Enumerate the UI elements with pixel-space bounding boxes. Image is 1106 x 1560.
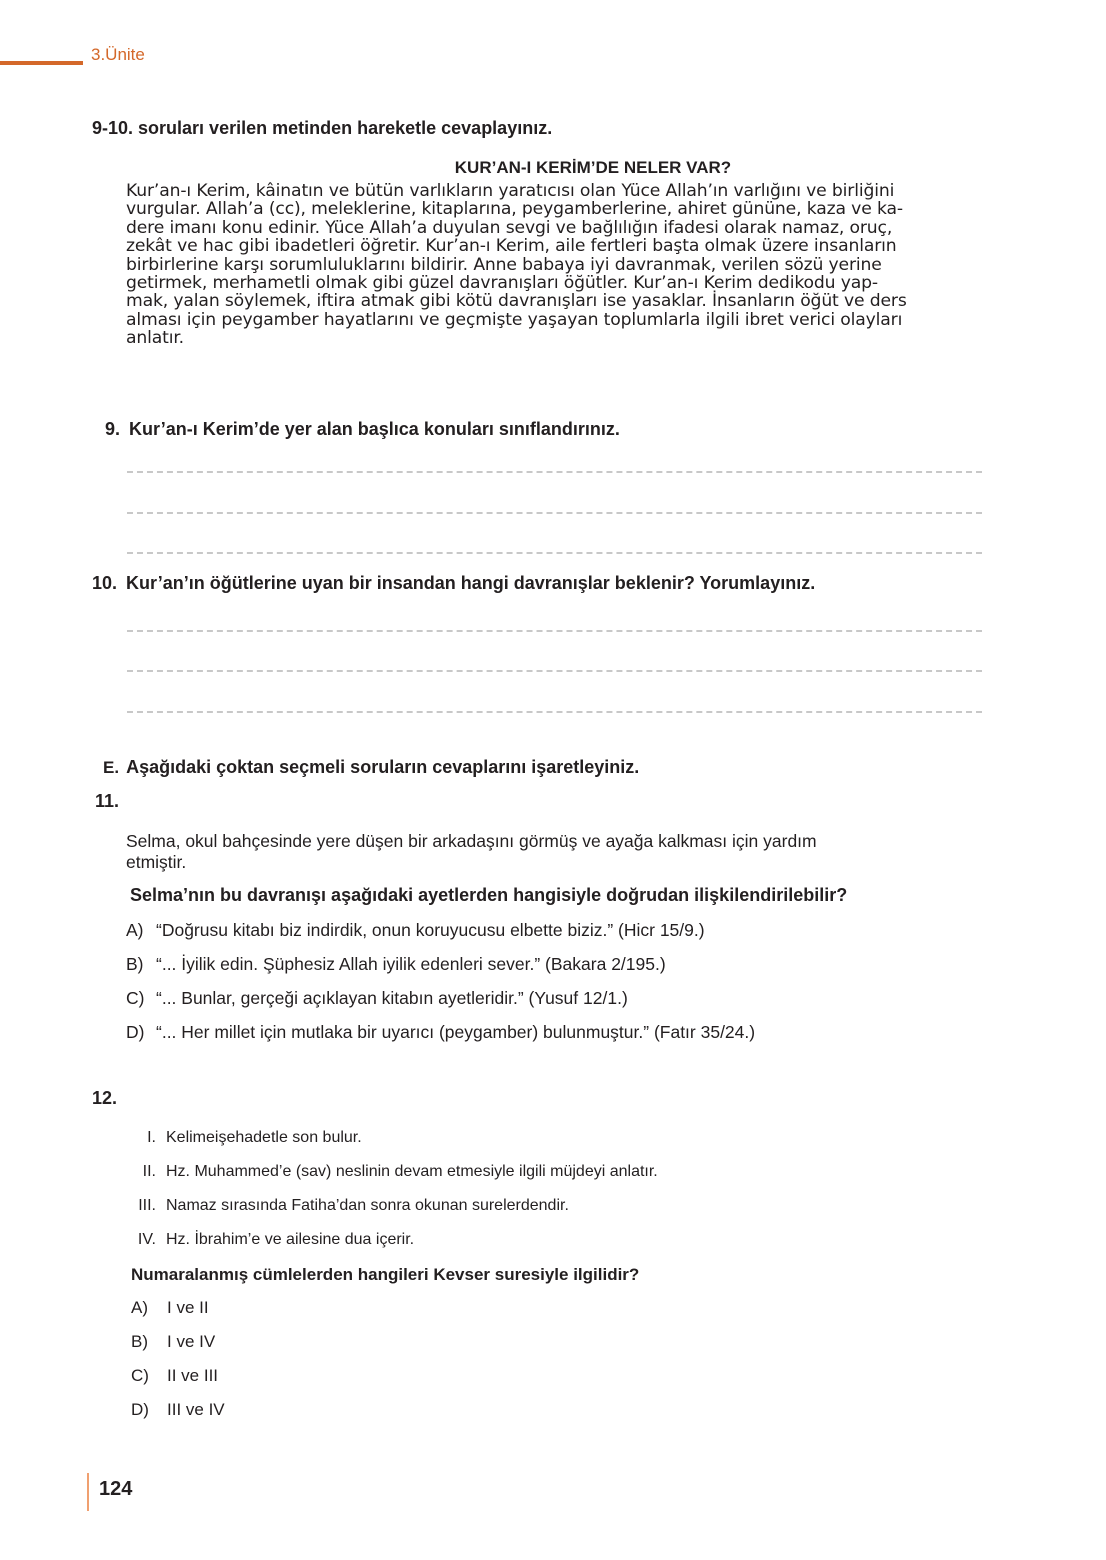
passage-line: vurgular. Allah’a (cc), meleklerine, kitaplarına, peygamberlerine, ahiret gününe, kaza ve ka- (126, 199, 903, 220)
statement-number: II. (142, 1163, 156, 1180)
option-text: “... İyilik edin. Şüphesiz Allah iyilik edenleri sever.” (Bakara 2/195.) (156, 954, 666, 974)
statement-number: I. (147, 1129, 156, 1146)
passage-line: Kur’an-ı Kerim, kâinatın ve bütün varlıkların yaratıcısı olan Yüce Allah’ın varlığını ve birliğini (126, 181, 895, 201)
option-letter: B) (126, 954, 144, 974)
option-letter: D) (131, 1400, 149, 1419)
option-letter: D) (126, 1022, 145, 1042)
passage-line: mak, yalan söylemek, iftira atmak gibi kötü davranışları ise yasaklar. İnsanların öğüt ve ders (126, 291, 907, 312)
instructions-heading: 9-10. soruları verilen metinden hareketle cevaplayınız. (92, 118, 553, 138)
question-11-scenario (126, 831, 817, 873)
statement-ii (120, 1163, 658, 1181)
question-text: Kur’an’ın öğütlerine uyan bir insandan hangi davranışlar beklenir? Yorumlayınız. (126, 573, 816, 593)
option-letter: C) (131, 1366, 149, 1385)
section-e-heading (103, 757, 639, 778)
answer-line[interactable] (127, 512, 982, 514)
question-9 (105, 419, 620, 440)
statement-text: Hz. İbrahim’e ve ailesine dua içerir. (166, 1231, 415, 1248)
answer-option-b[interactable] (131, 1332, 215, 1352)
question-12-number: 12. (92, 1088, 118, 1108)
passage-line: anlatır. (126, 328, 184, 349)
option-text: “Doğrusu kitabı biz indirdik, onun koruyucusu elbette biziz.” (Hicr 15/9.) (156, 920, 705, 940)
page-number: 124 (99, 1478, 133, 1500)
passage-line: birbirlerine karşı sorumluluklarını bildirir. Anne babaya iyi davranmak, verilen sözü yerine (126, 254, 882, 275)
statement-text: Hz. Muhammed’e (sav) neslinin devam etmesiyle ilgili müjdeyi anlatır. (166, 1163, 658, 1180)
option-letter: A) (131, 1298, 148, 1317)
statement-i (120, 1129, 362, 1147)
answer-option-c[interactable] (126, 988, 628, 1009)
answer-option-c[interactable] (131, 1366, 218, 1386)
option-letter: B) (131, 1332, 148, 1351)
section-instruction: Aşağıdaki çoktan seçmeli soruların cevaplarını işaretleyiniz. (126, 757, 640, 777)
statement-text: Namaz sırasında Fatiha’dan sonra okunan surelerdendir. (166, 1197, 569, 1214)
page-number-bar (87, 1473, 89, 1511)
question-number: 9. (105, 419, 121, 439)
answer-line[interactable] (127, 711, 982, 713)
passage-line: getirmek, merhametli olmak gibi güzel davranışları öğütler. Kur’an-ı Kerim dedikodu yap- (126, 273, 878, 294)
question-10 (92, 573, 815, 594)
scenario-line: etmiştir. (126, 852, 187, 872)
question-11-prompt: Selma’nın bu davranışı aşağıdaki ayetlerden hangisiyle doğrudan ilişkilendirilebilir? (130, 885, 848, 905)
question-11-number: 11. (95, 791, 120, 811)
unit-accent-bar (0, 61, 83, 65)
option-letter: A) (126, 920, 144, 940)
option-text: II ve III (167, 1366, 219, 1385)
option-text: I ve IV (167, 1332, 216, 1351)
statement-number: III. (138, 1197, 156, 1214)
option-text: I ve II (167, 1298, 209, 1317)
answer-option-d[interactable] (131, 1400, 225, 1420)
answer-option-b[interactable] (126, 954, 666, 975)
statement-text: Kelimeişehadetle son bulur. (166, 1129, 362, 1146)
reading-passage (126, 182, 988, 348)
answer-option-d[interactable] (126, 1022, 755, 1043)
answer-option-a[interactable] (126, 920, 705, 941)
question-number: 10. (92, 573, 118, 593)
question-12-prompt: Numaralanmış cümlelerden hangileri Kevser suresiyle ilgilidir? (131, 1265, 640, 1284)
passage-line: dere imanı konu edinir. Yüce Allah’a duyulan sevgi ve bağlılığın ifadesi olarak namaz, oruç, (126, 217, 893, 238)
passage-title: KUR’AN-I KERİM’DE NELER VAR? (454, 158, 732, 177)
statement-number: IV. (137, 1231, 156, 1248)
section-letter: E. (103, 758, 120, 777)
answer-option-a[interactable] (131, 1298, 209, 1318)
option-text: “... Bunlar, gerçeği açıklayan kitabın ayetleridir.” (Yusuf 12/1.) (156, 988, 628, 1008)
passage-line: zekât ve hac gibi ibadetleri öğretir. Kur’an-ı Kerim, aile fertleri başta olmak üzere insanların (126, 236, 897, 257)
option-text: III ve IV (167, 1400, 225, 1419)
scenario-line: Selma, okul bahçesinde yere düşen bir arkadaşını görmüş ve ayağa kalkması için yardım (126, 831, 817, 851)
unit-label: 3.Ünite (91, 45, 145, 64)
answer-line[interactable] (127, 670, 982, 672)
statement-iii (120, 1197, 569, 1215)
statement-iv (120, 1231, 414, 1249)
answer-line[interactable] (127, 552, 982, 554)
answer-line[interactable] (127, 471, 982, 473)
option-text: “... Her millet için mutlaka bir uyarıcı (peygamber) bulunmuştur.” (Fatır 35/24.) (156, 1022, 756, 1042)
question-text: Kur’an-ı Kerim’de yer alan başlıca konuları sınıflandırınız. (129, 419, 620, 439)
passage-line: alması için peygamber hayatlarını ve geçmişte yaşayan toplumlarla ilgili ibret verici olayları (126, 309, 903, 330)
option-letter: C) (126, 988, 145, 1008)
answer-line[interactable] (127, 630, 982, 632)
